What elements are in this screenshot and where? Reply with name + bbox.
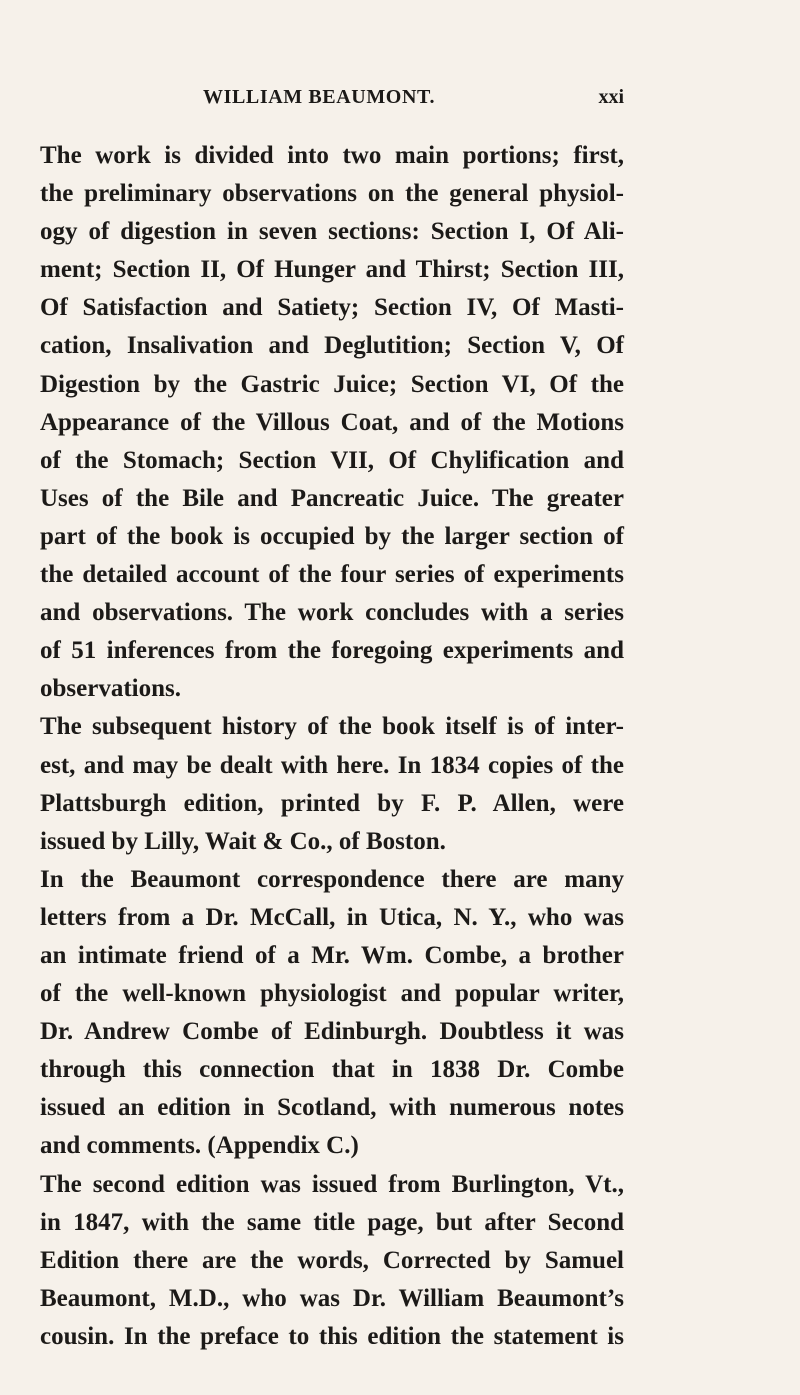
text-line: The subsequent history of the book itself is of inter- bbox=[40, 713, 624, 741]
text-line: issued by Lilly, Wait & Co., of Boston. bbox=[40, 827, 446, 855]
text-line: the preliminary observations on the general physiol- bbox=[40, 180, 624, 208]
text-line: and comments. (Appendix C.) bbox=[40, 1132, 359, 1160]
text-line: The second edition was issued from Burlington, Vt., bbox=[40, 1170, 624, 1198]
text-line: letters from a Dr. McCall, in Utica, N. Y., who was bbox=[40, 903, 624, 931]
text-line: of the well-known physiologist and popular writer, bbox=[40, 980, 624, 1008]
text-line: cation, Insalivation and Deglutition; Section V, Of bbox=[40, 332, 624, 360]
page-number: xxi bbox=[598, 86, 624, 108]
text-line: ment; Section II, Of Hunger and Thirst; Section III, bbox=[40, 256, 624, 284]
text-line: of the Stomach; Section VII, Of Chylification and bbox=[40, 446, 624, 474]
text-line: issued an edition in Scotland, with numerous notes bbox=[40, 1094, 624, 1122]
text-line: through this connection that in 1838 Dr. Combe bbox=[40, 1056, 624, 1084]
text-line: observations. bbox=[40, 675, 181, 703]
running-title: WILLIAM BEAUMONT. bbox=[203, 86, 436, 108]
text-line: the detailed account of the four series of experiments bbox=[40, 561, 624, 589]
text-line: Edition there are the words, Corrected by Samuel bbox=[40, 1246, 624, 1274]
text-line: of 51 inferences from the foregoing experiments and bbox=[40, 637, 624, 665]
text-line: Digestion by the Gastric Juice; Section VI, Of the bbox=[40, 370, 624, 398]
body-text bbox=[40, 137, 624, 1356]
text-line: ogy of digestion in seven sections: Section I, Of Ali- bbox=[40, 218, 624, 246]
text-line: Uses of the Bile and Pancreatic Juice. The greater bbox=[40, 484, 624, 512]
text-line: In the Beaumont correspondence there are many bbox=[40, 865, 624, 893]
text-line: est, and may be dealt with here. In 1834 copies of the bbox=[40, 751, 624, 779]
text-line: Of Satisfaction and Satiety; Section IV, Of Masti- bbox=[40, 294, 624, 322]
text-line: cousin. In the preface to this edition the statement is bbox=[40, 1322, 624, 1350]
text-line: in 1847, with the same title page, but after Second bbox=[40, 1208, 624, 1236]
text-line: Beaumont, M.D., who was Dr. William Beaumont’s bbox=[40, 1284, 624, 1312]
text-line: part of the book is occupied by the larger section of bbox=[40, 522, 624, 550]
running-head bbox=[40, 82, 624, 112]
text-line: an intimate friend of a Mr. Wm. Combe, a brother bbox=[40, 941, 624, 969]
text-line: and observations. The work concludes with a series bbox=[40, 599, 624, 627]
text-line: The work is divided into two main portions; first, bbox=[40, 142, 624, 169]
text-line: Appearance of the Villous Coat, and of the Motions bbox=[40, 408, 624, 436]
text-line: Dr. Andrew Combe of Edinburgh. Doubtless it was bbox=[40, 1018, 624, 1046]
text-line: Plattsburgh edition, printed by F. P. Allen, were bbox=[40, 789, 624, 817]
